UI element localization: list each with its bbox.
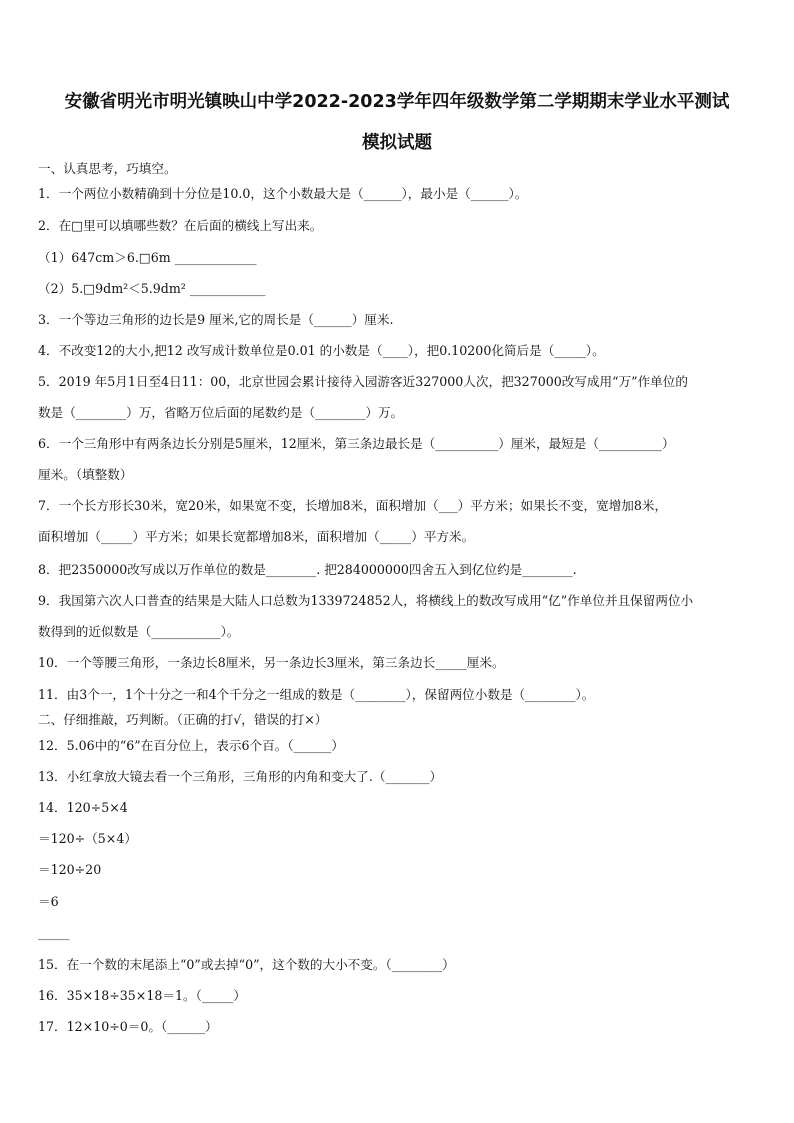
question-3: 3．一个等边三角形的边长是9 厘米,它的周长是（______）厘米. xyxy=(38,312,394,327)
question-2: 2．在□里可以填哪些数？在后面的横线上写出来。 xyxy=(38,218,323,233)
question-7-line-2: 面积增加（_____）平方米；如果长宽都增加8米，面积增加（_____）平方米。 xyxy=(38,529,475,544)
question-6-line-2: 厘米。（填整数） xyxy=(38,467,133,482)
question-16: 16．35×18÷35×18＝1。（_____） xyxy=(38,988,246,1003)
question-15: 15．在一个数的末尾添上“0”或去掉“0”，这个数的大小不变。（________） xyxy=(38,957,455,972)
question-12: 12．5.06中的“6”在百分位上，表示6个百。（______） xyxy=(38,738,344,753)
question-6-line-1: 6．一个三角形中有两条边长分别是5厘米，12厘米，第三条边最长是（__________）厘米，最短是（__________） xyxy=(38,436,675,451)
question-2-part-1: （1）647cm＞6.□6m _____________ xyxy=(38,250,257,265)
page-title: 安徽省明光市明光镇映山中学2022-2023学年四年级数学第二学期期末学业水平测试 xyxy=(64,92,730,112)
question-9-line-1: 9．我国第六次人口普查的结果是大陆人口总数为1339724852人，将横线上的数改写成用“亿”作单位并且保留两位小 xyxy=(38,593,694,608)
question-11: 11．由3个一，1个十分之一和4个千分之一组成的数是（________），保留两位小数是（________）。 xyxy=(38,687,595,702)
question-4: 4．不改变12的大小,把12 改写成计数单位是0.01 的小数是（____），把0.10200化简后是（_____）。 xyxy=(38,343,605,358)
question-10: 10．一个等腰三角形，一条边长8厘米，另一条边长3厘米，第三条边长_____厘米。 xyxy=(38,655,505,670)
question-8: 8．把2350000改写成以万作单位的数是________. 把284000000四舍五入到亿位约是________. xyxy=(38,562,577,577)
question-1: 1．一个两位小数精确到十分位是10.0，这个小数最大是（______），最小是（______）。 xyxy=(38,186,528,201)
question-5-line-2: 数是（________）万，省略万位后面的尾数约是（________）万。 xyxy=(38,405,404,420)
question-14-line-2: ＝120÷（5×4） xyxy=(38,831,137,846)
page-title-continuation: 模拟试题 xyxy=(362,133,432,153)
section-heading-judge: 二、仔细推敲，巧判断。（正确的打√，错误的打×） xyxy=(38,712,328,727)
question-17: 17．12×10÷0＝0。（______） xyxy=(38,1019,218,1034)
question-5-line-1: 5．2019 年5月1日至4日11：00，北京世园会累计接待入园游客近327000人次，把327000改写成用“万”作单位的 xyxy=(38,374,688,389)
question-14-line-3: ＝120÷20 xyxy=(38,862,102,877)
question-14-line-1: 14．120÷5×4 xyxy=(38,800,128,815)
question-7-line-1: 7．一个长方形长30米，宽20米，如果宽不变，长增加8米，面积增加（___）平方米；如果长不变，宽增加8米， xyxy=(38,498,668,513)
section-heading-fill-blank: 一、认真思考，巧填空。 xyxy=(38,161,177,176)
question-14-line-4: ＝6 xyxy=(38,894,59,909)
question-14-answer-blank: _____ xyxy=(38,925,70,940)
question-2-part-2: （2）5.□9dm²＜5.9dm² ____________ xyxy=(38,281,266,296)
question-9-line-2: 数得到的近似数是（___________）。 xyxy=(38,624,240,639)
question-13: 13．小红拿放大镜去看一个三角形，三角形的内角和变大了.（_______） xyxy=(38,769,443,784)
